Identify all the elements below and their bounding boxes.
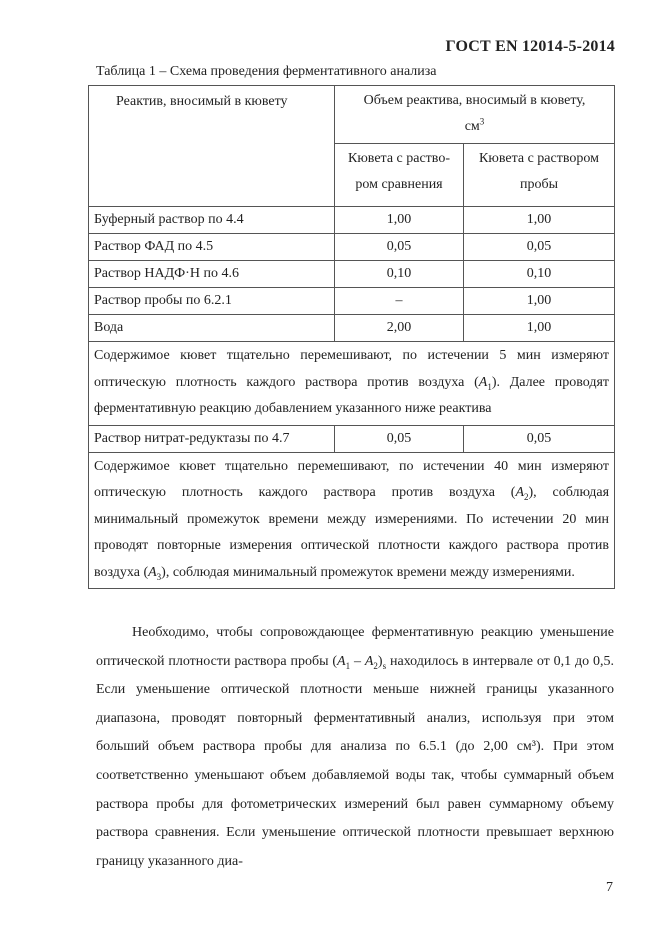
row-sample-volume: 1,00	[464, 315, 615, 342]
table-row	[89, 288, 615, 315]
header-sample-line2: пробы	[519, 177, 559, 193]
header-reference-line2: ром сравнения	[355, 177, 443, 193]
row-sample-volume: 0,05	[464, 234, 615, 261]
row-reference-volume: –	[335, 288, 464, 315]
header-sample-line1: Кювета с раствором	[479, 151, 599, 167]
row-reagent: Раствор пробы по 6.2.1	[89, 288, 335, 315]
row-reagent: Буферный раствор по 4.4	[89, 207, 335, 234]
table-row	[89, 261, 615, 288]
row-reference-volume: 1,00	[335, 207, 464, 234]
header-sample-cuvette	[464, 144, 615, 207]
table-note-2: Содержимое кювет тщательно перемешивают, по истечении 40 мин измеряют оптическую плотность каждого раствора против воздуха $(A_2)$, соблюдая минимальный промежуток времени между измерениями. По истечении 20 мин проводят повторные измерения оптической плотности каждого раствора против воздуха $(A_3)$, соблюдая минимальный промежуток времени между измерениями.	[89, 452, 615, 589]
row-reagent: Раствор НАДФ·Н по 4.6	[89, 261, 335, 288]
header-volume-unit: см	[464, 119, 480, 134]
header-reference-cuvette	[335, 144, 464, 207]
row-reference-volume: 0,10	[335, 261, 464, 288]
table-row	[89, 207, 615, 234]
row-reference-volume: 0,05	[335, 234, 464, 261]
header-reagent-label: Реактив, вносимый в кювету	[116, 94, 288, 109]
header-volume	[335, 86, 615, 144]
table-row	[89, 234, 615, 261]
table-caption: Таблица 1 – Схема проведения ферментативного анализа	[96, 64, 437, 79]
row-reagent: Вода	[89, 315, 335, 342]
header-volume-label: Объем реактива, вносимый в кювету,	[363, 93, 586, 108]
body-text	[96, 619, 614, 876]
row-reference-volume: 2,00	[335, 315, 464, 342]
header-volume-unit-exp: 3	[479, 116, 485, 127]
document-id-header: ГОСТ EN 12014-5-2014	[445, 38, 615, 55]
table-note-1: Содержимое кювет тщательно перемешивают, по истечении 5 мин измеряют оптическую плотность каждого раствора против воздуха $(A_1)$. Далее проводят ферментативную реакцию добавлением указанного ниже реактива	[89, 342, 615, 426]
row-reagent: Раствор нитрат-редуктазы по 4.7	[89, 425, 335, 452]
row-reference-volume: 0,05	[335, 425, 464, 452]
table-row	[89, 425, 615, 452]
row-sample-volume: 0,05	[464, 425, 615, 452]
table-row	[89, 315, 615, 342]
row-sample-volume: 1,00	[464, 207, 615, 234]
header-reagent	[89, 86, 335, 207]
row-sample-volume: 1,00	[464, 288, 615, 315]
page-number: 7	[606, 880, 613, 895]
enzyme-analysis-table	[88, 85, 615, 589]
row-sample-volume: 0,10	[464, 261, 615, 288]
table-note-row	[89, 452, 615, 589]
header-reference-line1: Кювета с раство-	[348, 151, 450, 167]
body-paragraph: Необходимо, чтобы сопровождающее ферментативную реакцию уменьшение оптической плотности раствора пробы $(A_1 - A_2)_s$ находилось в интервале от 0,1 до 0,5. Если уменьшение оптической плотности меньше нижней границы указанного диапазона, проводят повторный ферментативный анализ, используя при этом больший объем раствора пробы для анализа по 6.5.1 (до 2,00 см³). При этом соответственно уменьшают объем добавляемой воды так, чтобы суммарный объем раствора пробы для фотометрических измерений был равен суммарному объему раствора сравнения. Если уменьшение оптической плотности превышает верхнюю границу указанного диа-	[96, 625, 614, 869]
row-reagent: Раствор ФАД по 4.5	[89, 234, 335, 261]
table-note-row	[89, 342, 615, 426]
